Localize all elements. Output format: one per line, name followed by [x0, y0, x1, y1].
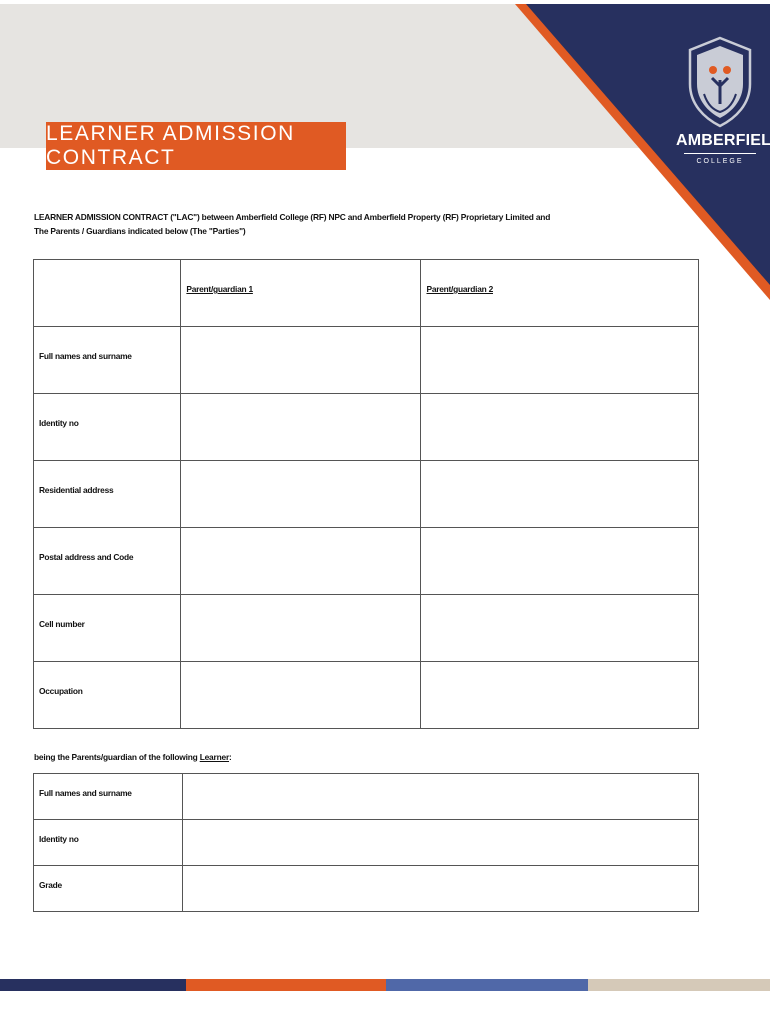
row-label: Grade — [39, 879, 62, 890]
row-label-cell — [34, 662, 181, 729]
learner-intro-text: being the Parents/guardian of the following — [34, 752, 200, 762]
table-row — [34, 461, 699, 528]
row-label-cell — [34, 866, 183, 912]
row-label: Residential address — [39, 485, 114, 495]
table-row — [34, 595, 699, 662]
footer-segment-beige — [588, 979, 770, 991]
header-cell-guardian-2 — [421, 260, 699, 327]
header-cell-guardian-1 — [181, 260, 421, 327]
row-label-cell — [34, 820, 183, 866]
table-row — [34, 528, 699, 595]
row-label-cell — [34, 461, 181, 528]
row-label-cell — [34, 327, 181, 394]
guardian-2-label: Parent/guardian 2 — [426, 284, 493, 294]
row-label: Cell number — [39, 619, 85, 629]
row-label: Full names and surname — [39, 351, 132, 361]
guardian-1-residential-address-field[interactable] — [181, 461, 421, 528]
learner-full-names-field[interactable] — [183, 774, 699, 820]
learner-table — [33, 773, 699, 912]
guardian-2-full-names-field[interactable] — [421, 327, 699, 394]
table-row — [34, 774, 699, 820]
logo-subtitle: COLLEGE — [696, 158, 744, 165]
parents-table — [33, 259, 699, 729]
document-title-text: LEARNER ADMISSION CONTRACT — [46, 122, 295, 169]
row-label: Full names and surname — [39, 787, 132, 798]
guardian-1-postal-address-field[interactable] — [181, 528, 421, 595]
row-label-cell — [34, 394, 181, 461]
guardian-2-postal-address-field[interactable] — [421, 528, 699, 595]
row-label: Occupation — [39, 686, 83, 696]
footer-segment-orange — [186, 979, 386, 991]
logo-wordmark: AMBERFIELD — [676, 132, 783, 149]
college-logo — [676, 34, 783, 174]
row-label: Postal address and Code — [39, 552, 134, 562]
guardian-2-identity-field[interactable] — [421, 394, 699, 461]
table-header-row — [34, 260, 699, 327]
learner-grade-field[interactable] — [183, 866, 699, 912]
intro-line-1: LEARNER ADMISSION CONTRACT ("LAC") between Amberfield College (RF) NPC and Amberfield Property (RF) Proprietary Limited and — [34, 212, 551, 222]
row-label-cell — [34, 774, 183, 820]
logo-divider — [684, 153, 756, 154]
guardian-1-full-names-field[interactable] — [181, 327, 421, 394]
table-row — [34, 394, 699, 461]
table-row — [34, 327, 699, 394]
learner-word: Learner — [199, 752, 230, 762]
guardian-2-residential-address-field[interactable] — [421, 461, 699, 528]
row-label: Identity no — [39, 833, 79, 844]
learner-identity-field[interactable] — [183, 820, 699, 866]
footer-segment-blue — [386, 979, 588, 991]
guardian-2-cell-number-field[interactable] — [421, 595, 699, 662]
table-row — [34, 662, 699, 729]
learner-intro — [34, 752, 232, 762]
guardian-1-label: Parent/guardian 1 — [186, 284, 253, 294]
contract-intro — [34, 210, 594, 238]
guardian-2-occupation-field[interactable] — [421, 662, 699, 729]
learner-intro-colon: : — [229, 752, 232, 762]
document-title — [46, 122, 346, 170]
header-empty-cell — [34, 260, 181, 327]
footer-segment-navy — [0, 979, 186, 991]
guardian-1-identity-field[interactable] — [181, 394, 421, 461]
row-label: Identity no — [39, 418, 79, 428]
row-label-cell — [34, 528, 181, 595]
shield-icon — [676, 34, 764, 130]
table-row — [34, 866, 699, 912]
intro-line-2: The Parents / Guardians indicated below (The "Parties") — [34, 226, 246, 236]
guardian-1-occupation-field[interactable] — [181, 662, 421, 729]
row-label-cell — [34, 595, 181, 662]
guardian-1-cell-number-field[interactable] — [181, 595, 421, 662]
table-row — [34, 820, 699, 866]
